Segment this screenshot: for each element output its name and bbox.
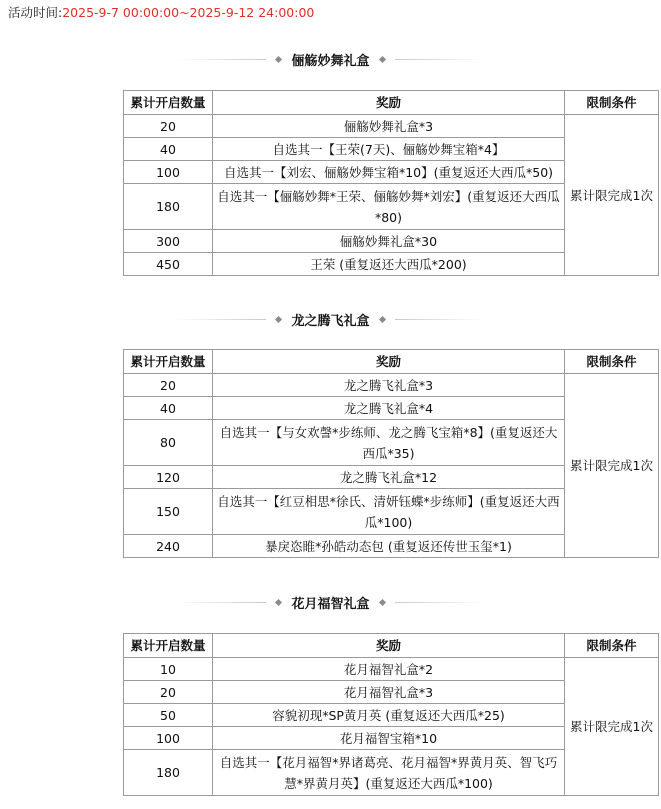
- section-title: 花月福智礼盒: [291, 596, 370, 612]
- count-cell: 20: [124, 681, 213, 704]
- limit-cell: 累计限完成1次: [565, 115, 659, 276]
- reward-cell: 花月福智宝箱*10: [213, 727, 565, 750]
- header-reward: 奖励: [213, 634, 565, 658]
- diamond-icon: [275, 598, 282, 605]
- header-limit: 限制条件: [565, 91, 659, 115]
- diamond-icon: [378, 55, 385, 62]
- section-title: 龙之腾飞礼盒: [291, 313, 370, 329]
- reward-cell: 自选其一【红豆相思*徐氏、清妍钰蝶*步练师】(重复返还大西瓜*100): [213, 489, 565, 535]
- header-reward: 奖励: [213, 91, 565, 115]
- reward-cell: 花月福智礼盒*2: [213, 658, 565, 681]
- reward-cell: 自选其一【刘宏、俪觞妙舞宝箱*10】(重复返还大西瓜*50): [213, 161, 565, 184]
- reward-table-3: [123, 633, 659, 796]
- table-row: [124, 374, 659, 397]
- limit-cell: 累计限完成1次: [565, 374, 659, 558]
- divider-line: [395, 319, 485, 320]
- divider-line: [395, 602, 485, 603]
- activity-time-value: 2025-9-7 00:00:00~2025-9-12 24:00:00: [62, 5, 315, 20]
- count-cell: 40: [124, 397, 213, 420]
- header-count: 累计开启数量: [124, 634, 213, 658]
- divider-line: [176, 602, 266, 603]
- count-cell: 50: [124, 704, 213, 727]
- activity-time-label: 活动时间:: [8, 5, 63, 20]
- table-header-row: [124, 634, 659, 658]
- header-reward: 奖励: [213, 350, 565, 374]
- section-header-1: [0, 49, 661, 69]
- header-count: 累计开启数量: [124, 350, 213, 374]
- section-header-2: [0, 309, 661, 329]
- count-cell: 100: [124, 161, 213, 184]
- header-count: 累计开启数量: [124, 91, 213, 115]
- header-limit: 限制条件: [565, 350, 659, 374]
- count-cell: 10: [124, 658, 213, 681]
- count-cell: 40: [124, 138, 213, 161]
- reward-cell: 龙之腾飞礼盒*3: [213, 374, 565, 397]
- count-cell: 120: [124, 466, 213, 489]
- count-cell: 180: [124, 750, 213, 796]
- diamond-icon: [275, 55, 282, 62]
- count-cell: 150: [124, 489, 213, 535]
- reward-cell: 自选其一【与女欢謦*步练师、龙之腾飞宝箱*8】(重复返还大西瓜*35): [213, 420, 565, 466]
- reward-table-1: [123, 90, 659, 276]
- reward-table-2: [123, 349, 659, 558]
- reward-cell: 容貌初现*SP黄月英 (重复返还大西瓜*25): [213, 704, 565, 727]
- table-header-row: [124, 91, 659, 115]
- diamond-icon: [378, 315, 385, 322]
- reward-cell: 花月福智礼盒*3: [213, 681, 565, 704]
- divider-line: [176, 59, 266, 60]
- reward-cell: 自选其一【王荣(7天)、俪觞妙舞宝箱*4】: [213, 138, 565, 161]
- count-cell: 240: [124, 535, 213, 558]
- count-cell: 80: [124, 420, 213, 466]
- reward-cell: 俪觞妙舞礼盒*3: [213, 115, 565, 138]
- reward-cell: 俪觞妙舞礼盒*30: [213, 230, 565, 253]
- reward-cell: 自选其一【俪觞妙舞*王荣、俪觞妙舞*刘宏】(重复返还大西瓜*80): [213, 184, 565, 230]
- diamond-icon: [275, 315, 282, 322]
- count-cell: 450: [124, 253, 213, 276]
- count-cell: 180: [124, 184, 213, 230]
- limit-cell: 累计限完成1次: [565, 658, 659, 796]
- divider-line: [176, 319, 266, 320]
- count-cell: 20: [124, 374, 213, 397]
- table-row: [124, 115, 659, 138]
- header-limit: 限制条件: [565, 634, 659, 658]
- table-header-row: [124, 350, 659, 374]
- reward-cell: 自选其一【花月福智*界诸葛亮、花月福智*界黄月英、智飞巧慧*界黄月英】(重复返还大西瓜*100): [213, 750, 565, 796]
- reward-cell: 王荣 (重复返还大西瓜*200): [213, 253, 565, 276]
- count-cell: 300: [124, 230, 213, 253]
- count-cell: 100: [124, 727, 213, 750]
- reward-cell: 龙之腾飞礼盒*12: [213, 466, 565, 489]
- activity-time: [8, 4, 314, 22]
- count-cell: 20: [124, 115, 213, 138]
- table-row: [124, 658, 659, 681]
- reward-cell: 龙之腾飞礼盒*4: [213, 397, 565, 420]
- divider-line: [395, 59, 485, 60]
- diamond-icon: [378, 598, 385, 605]
- reward-cell: 暴戾恣睢*孙皓动态包 (重复返还传世玉玺*1): [213, 535, 565, 558]
- section-header-3: [0, 592, 661, 612]
- section-title: 俪觞妙舞礼盒: [291, 53, 370, 69]
